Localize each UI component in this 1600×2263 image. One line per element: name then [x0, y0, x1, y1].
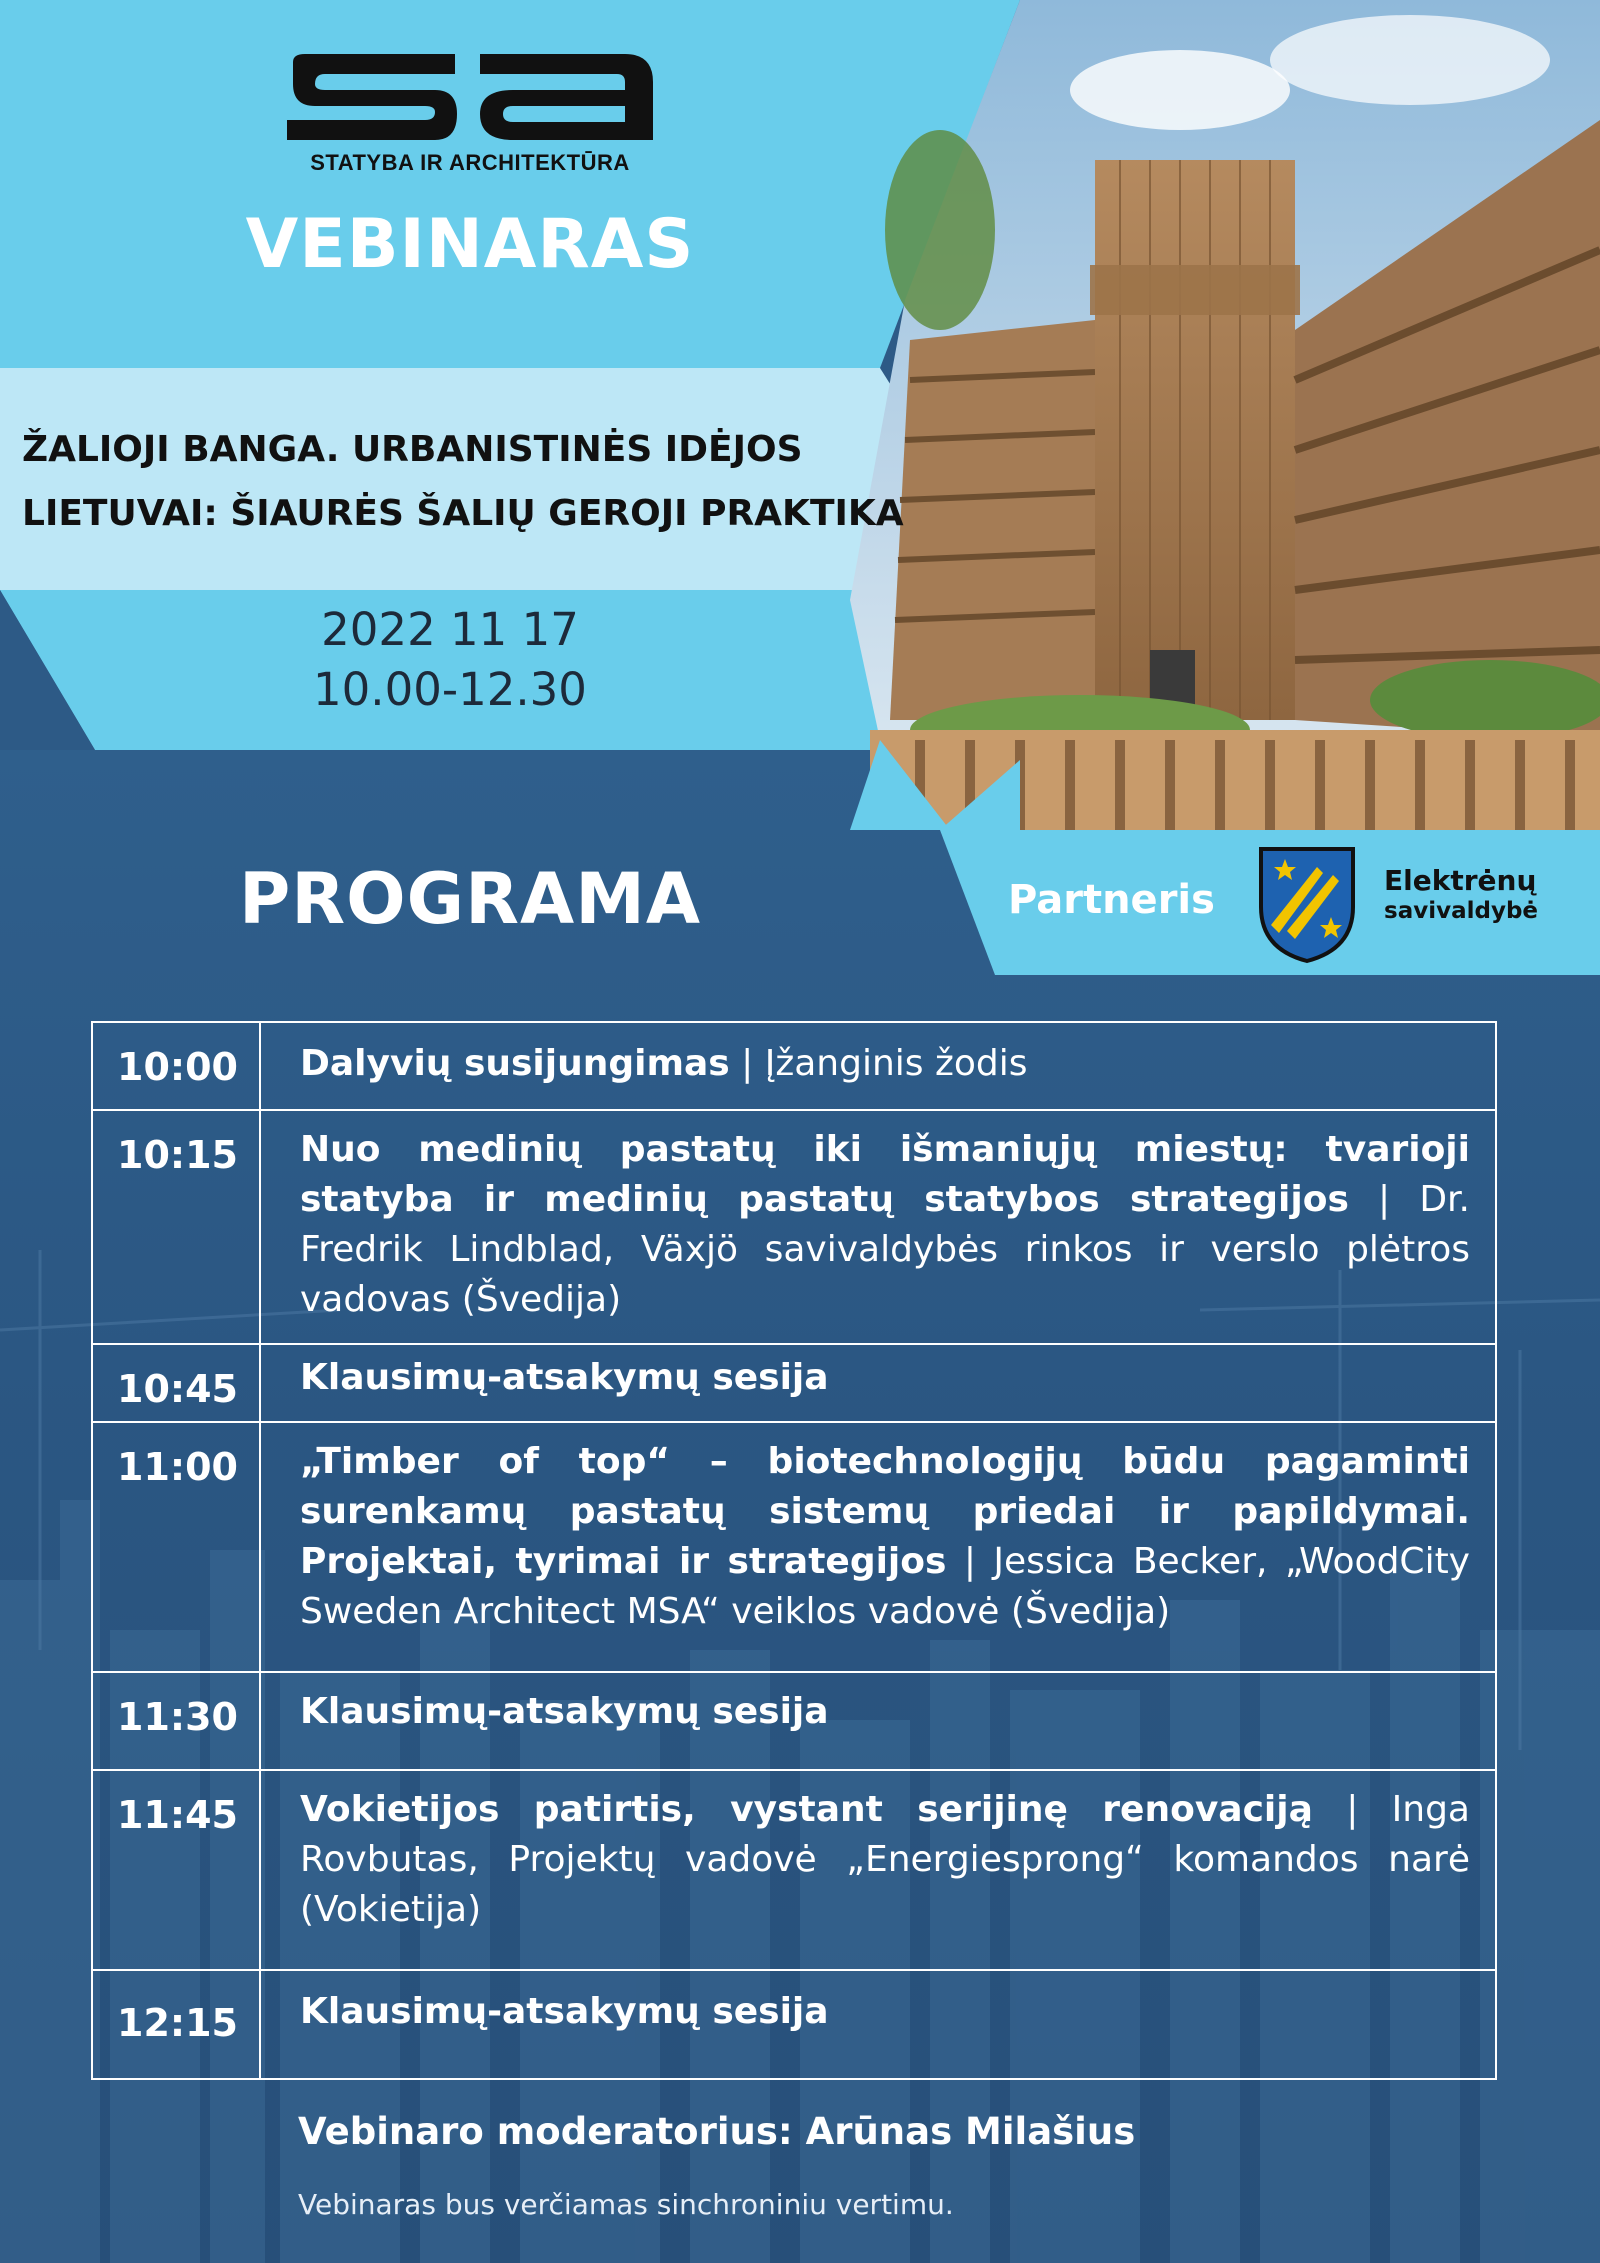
- row-speaker: | Dr. Fredrik Lindblad, Växjö savivaldybės rinkos ir verslo plėtros vadovas (Švedija): [300, 1179, 1470, 1320]
- row-time: 12:15: [93, 1971, 261, 2078]
- row-description: [300, 1125, 1470, 1325]
- row-time: 10:15: [93, 1111, 261, 1343]
- row-time: 11:45: [93, 1771, 261, 1969]
- row-description: [300, 1039, 1470, 1089]
- row-speaker: | Jessica Becker, „WoodCity Sweden Architect MSA“ veiklos vadovė (Švedija): [300, 1541, 1470, 1632]
- event-datetime: [250, 600, 650, 720]
- row-time: 11:00: [93, 1423, 261, 1671]
- row-description: [300, 1437, 1470, 1637]
- table-row: [93, 1969, 1495, 2078]
- partner-label: Partneris: [1008, 877, 1215, 923]
- row-description: [300, 1785, 1470, 1935]
- event-date: 2022 11 17: [321, 603, 579, 656]
- row-description: [300, 1987, 1470, 2037]
- row-topic: Vokietijos patirtis, vystant serijinę renovaciją: [300, 1789, 1313, 1830]
- table-row: [93, 1023, 1495, 1109]
- row-topic: „Timber of top“ – biotechnologijų būdu pagaminti surenkamų pastatų sistemų priedai ir papildymai. Projektai, tyrimai ir strategijos: [300, 1441, 1470, 1582]
- program-table: [91, 1021, 1497, 2080]
- row-description: [300, 1687, 1470, 1737]
- row-description: [300, 1353, 1470, 1403]
- row-time: 11:30: [93, 1673, 261, 1769]
- table-row: [93, 1769, 1495, 1969]
- row-topic: Klausimų-atsakymų sesija: [300, 1991, 829, 2032]
- municipality-name-line-2: savivaldybė: [1384, 898, 1539, 924]
- municipality-coat-of-arms-icon: [1257, 845, 1357, 965]
- municipality-name-line-1: Elektrėnų: [1384, 864, 1537, 897]
- sa-logo-mark: [285, 52, 655, 144]
- row-time: 10:00: [93, 1023, 261, 1109]
- translation-note: Vebinaras bus verčiamas sinchroniniu vertimu.: [298, 2188, 954, 2221]
- row-topic: Nuo medinių pastatų iki išmaniųjų miestų: tvarioji statyba ir medinių pastatų statybos strategijos: [300, 1129, 1470, 1220]
- event-title: [22, 418, 1002, 546]
- row-time: 10:45: [93, 1345, 261, 1421]
- municipality-name: [1384, 866, 1538, 926]
- sa-logo: [285, 52, 655, 182]
- event-kind: VEBINARAS: [245, 205, 695, 284]
- row-speaker: | Įžanginis žodis: [729, 1043, 1028, 1084]
- row-topic: Dalyvių susijungimas: [300, 1043, 730, 1084]
- program-heading: PROGRAMA: [238, 858, 702, 940]
- moderator-line: Vebinaro moderatorius: Arūnas Milašius: [298, 2110, 1136, 2153]
- row-topic: Klausimų-atsakymų sesija: [300, 1691, 829, 1732]
- table-row: [93, 1109, 1495, 1343]
- table-row: [93, 1343, 1495, 1421]
- row-topic: Klausimų-atsakymų sesija: [300, 1357, 829, 1398]
- row-speaker: | Inga Rovbutas, Projektų vadovė „Energiesprong“ komandos narė (Vokietija): [300, 1789, 1470, 1930]
- event-title-line-1: ŽALIOJI BANGA. URBANISTINĖS IDĖJOS: [22, 429, 803, 470]
- table-row: [93, 1421, 1495, 1671]
- table-row: [93, 1671, 1495, 1769]
- event-title-line-2: LIETUVAI: ŠIAURĖS ŠALIŲ GEROJI PRAKTIKA: [22, 493, 904, 534]
- event-time: 10.00-12.30: [313, 663, 587, 716]
- logo-subtitle: STATYBA IR ARCHITEKTŪRA: [310, 150, 630, 175]
